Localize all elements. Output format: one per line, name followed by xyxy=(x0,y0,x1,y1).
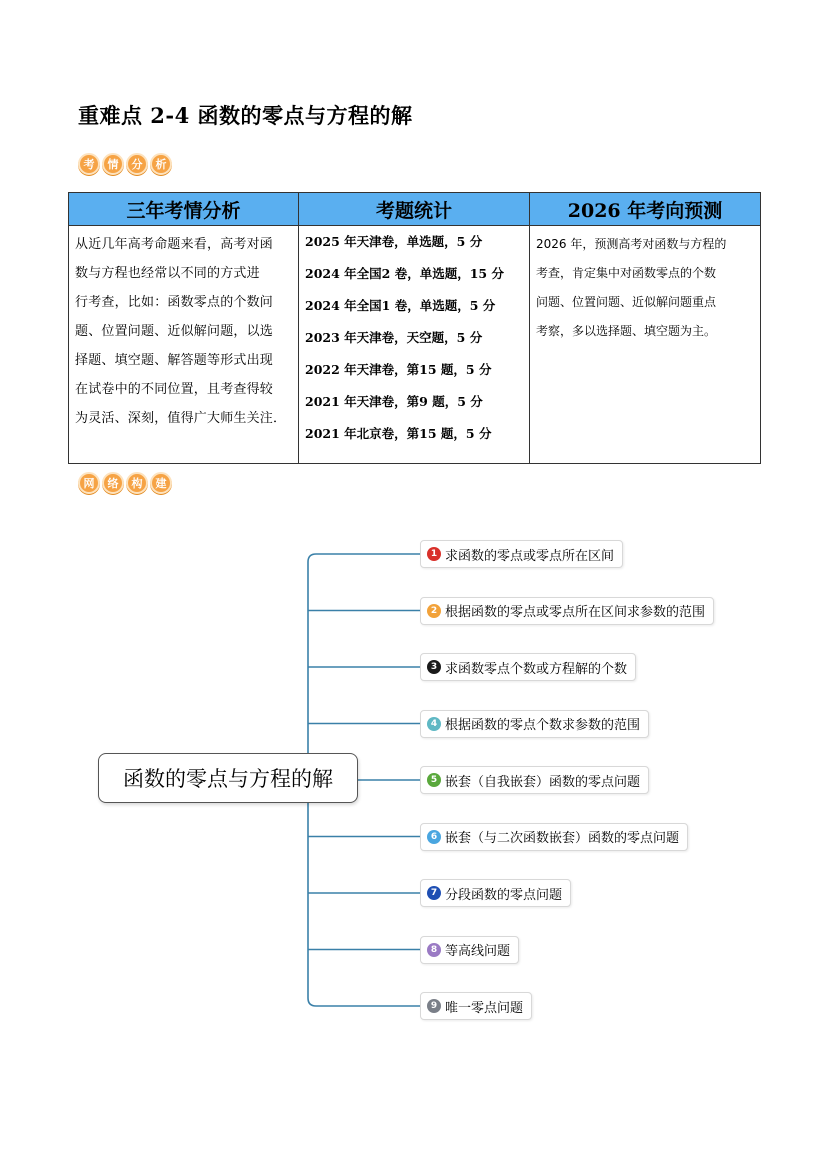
badge-char: 络 xyxy=(102,472,124,494)
stat-line: 2024 年全国2 卷，单选题，15 分 xyxy=(305,266,504,281)
mind-map-branch xyxy=(420,992,532,1020)
prediction-line: 考察，多以选择题、填空题为主。 xyxy=(536,324,717,338)
section-badge-analysis xyxy=(78,153,172,175)
branch-number-badge: 6 xyxy=(427,830,441,844)
analysis-line: 题、位置问题、近似解问题，以选 xyxy=(75,324,274,339)
branch-number-badge: 8 xyxy=(427,943,441,957)
branch-label: 求函数零点个数或方程解的个数 xyxy=(445,661,628,677)
prediction-line: 考查，肯定集中对函数零点的个数 xyxy=(536,266,717,280)
branch-label: 根据函数的零点或零点所在区间求参数的范围 xyxy=(445,605,706,620)
exam-analysis-table xyxy=(68,192,761,464)
branch-label: 唯一零点问题 xyxy=(445,1000,524,1016)
statistics-cell xyxy=(299,226,530,464)
branch-number-badge: 4 xyxy=(427,717,441,731)
mind-map-branch xyxy=(420,710,649,738)
analysis-line: 行考查，比如：函数零点的个数问 xyxy=(75,295,274,310)
section-badge-network xyxy=(78,472,172,494)
mind-map xyxy=(0,530,827,1030)
header-statistics: 考题统计 xyxy=(299,193,530,226)
analysis-line: 数与方程也经常以不同的方式进 xyxy=(75,266,260,281)
stat-line: 2023 年天津卷，天空题，5 分 xyxy=(305,330,483,345)
branch-number-badge: 3 xyxy=(427,660,441,674)
branch-number-badge: 5 xyxy=(427,773,441,787)
branch-label: 嵌套（与二次函数嵌套）函数的零点问题 xyxy=(445,831,680,846)
mind-map-branch xyxy=(420,823,688,851)
page-title: 重难点 2-4 函数的零点与方程的解 xyxy=(78,103,413,128)
prediction-cell xyxy=(530,226,761,464)
badge-char: 分 xyxy=(126,153,148,175)
badge-char: 析 xyxy=(150,153,172,175)
mind-map-branch xyxy=(420,936,519,964)
branch-label: 等高线问题 xyxy=(445,944,511,959)
prediction-line: 2026 年，预测高考对函数与方程的 xyxy=(536,237,727,251)
branch-label: 嵌套（自我嵌套）函数的零点问题 xyxy=(445,774,641,790)
branch-connector xyxy=(308,554,420,562)
analysis-line: 在试卷中的不同位置，且考查得较 xyxy=(75,382,274,397)
stat-line: 2021 年北京卷，第15 题，5 分 xyxy=(305,426,492,441)
branch-number-badge: 7 xyxy=(427,886,441,900)
mind-map-branch xyxy=(420,597,714,625)
stat-line: 2024 年全国1 卷，单选题，5 分 xyxy=(305,298,496,313)
stat-line: 2022 年天津卷，第15 题，5 分 xyxy=(305,362,492,377)
branch-number-badge: 1 xyxy=(427,547,441,561)
stat-line: 2021 年天津卷，第9 题，5 分 xyxy=(305,394,483,409)
analysis-line: 从近几年高考命题来看，高考对函 xyxy=(75,237,274,252)
prediction-line: 问题、位置问题、近似解问题重点 xyxy=(536,295,717,309)
mind-map-branch xyxy=(420,879,571,907)
badge-char: 考 xyxy=(78,153,100,175)
header-analysis: 三年考情分析 xyxy=(69,193,299,226)
mind-map-root: 函数的零点与方程的解 xyxy=(98,753,358,803)
stat-line: 2025 年天津卷，单选题，5 分 xyxy=(305,234,483,249)
badge-char: 情 xyxy=(102,153,124,175)
analysis-line: 为灵活、深刻，值得广大师生关注． xyxy=(75,411,287,426)
analysis-cell xyxy=(69,226,299,464)
branch-number-badge: 9 xyxy=(427,999,441,1013)
analysis-line: 择题、填空题、解答题等形式出现 xyxy=(75,353,274,368)
branch-label: 根据函数的零点个数求参数的范围 xyxy=(445,718,641,733)
branch-number-badge: 2 xyxy=(427,604,441,618)
mind-map-branch xyxy=(420,766,649,794)
header-prediction: 2026 年考向预测 xyxy=(530,193,761,226)
mind-map-branch xyxy=(420,540,623,568)
branch-label: 分段函数的零点问题 xyxy=(445,887,563,903)
badge-char: 建 xyxy=(150,472,172,494)
branch-label: 求函数的零点或零点所在区间 xyxy=(445,548,615,564)
badge-char: 网 xyxy=(78,472,100,494)
badge-char: 构 xyxy=(126,472,148,494)
branch-connector xyxy=(308,998,420,1006)
mind-map-branch xyxy=(420,653,636,681)
